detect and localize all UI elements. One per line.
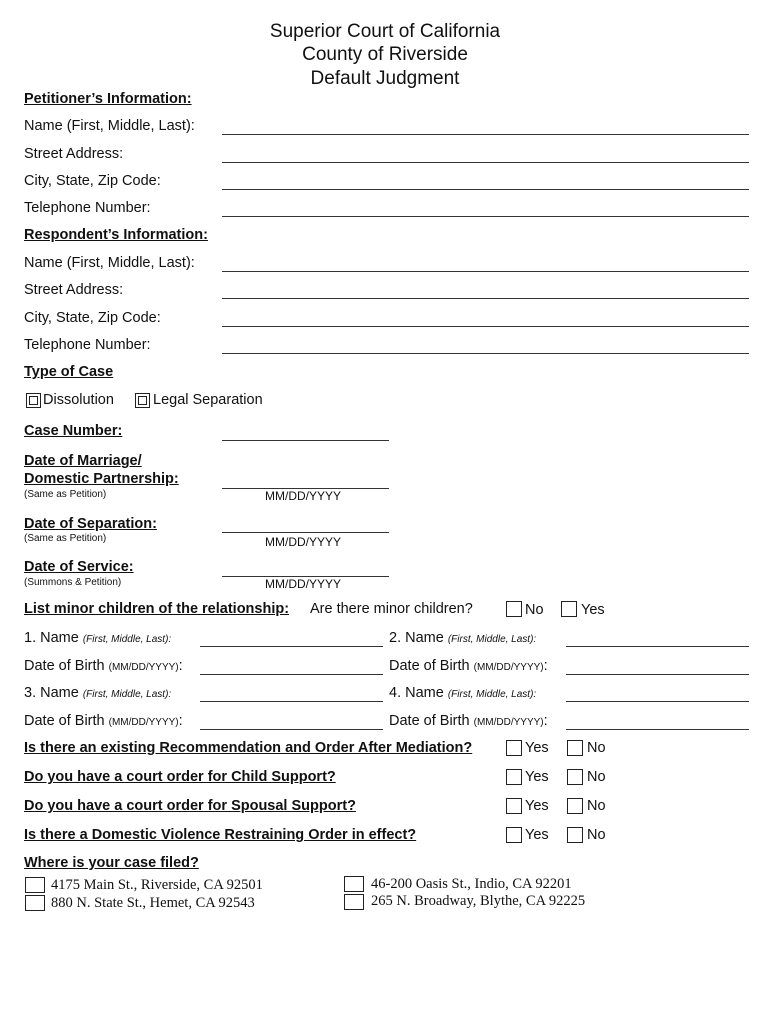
question-mediation: Is there an existing Recommendation and Order After Mediation? — [24, 740, 473, 756]
service-label: Date of Service: — [24, 559, 134, 575]
title-line-1: Superior Court of California — [269, 21, 501, 42]
petitioner-city-label: City, State, Zip Code: — [24, 173, 161, 189]
spousal-support-no-label: No — [587, 798, 606, 814]
title-line-3: Default Judgment — [310, 68, 460, 89]
spousal-support-yes-checkbox[interactable] — [506, 798, 522, 814]
children-yes-label: Yes — [581, 602, 605, 618]
respondent-street-label: Street Address: — [24, 282, 124, 298]
children-yes-checkbox[interactable] — [561, 601, 577, 617]
child4-name-field[interactable] — [566, 701, 749, 702]
question-child-support: Do you have a court order for Child Support? — [24, 769, 336, 785]
child4-name-label: 4. Name (First, Middle, Last): — [389, 685, 537, 701]
separation-note: (Same as Petition) — [24, 533, 107, 544]
service-note: (Summons & Petition) — [24, 577, 122, 588]
restraining-order-no-checkbox[interactable] — [567, 827, 583, 843]
hemet-address: 880 N. State St., Hemet, CA 92543 — [51, 895, 255, 911]
petitioner-name-field[interactable] — [222, 134, 749, 135]
question-restraining-order: Is there a Domestic Violence Restraining Order in effect? — [24, 827, 417, 843]
legal-separation-label: Legal Separation — [153, 392, 263, 408]
marriage-note: (Same as Petition) — [24, 489, 107, 500]
blythe-address: 265 N. Broadway, Blythe, CA 92225 — [371, 893, 586, 909]
indio-checkbox[interactable] — [344, 876, 364, 892]
location-heading: Where is your case filed? — [24, 855, 199, 871]
child-support-no-label: No — [587, 769, 606, 785]
child1-dob-label: Date of Birth (MM/DD/YYYY): — [24, 658, 183, 674]
spousal-support-no-checkbox[interactable] — [567, 798, 583, 814]
children-question: Are there minor children? — [310, 601, 473, 617]
child1-name-label: 1. Name (First, Middle, Last): — [24, 630, 172, 646]
child3-name-field[interactable] — [200, 701, 383, 702]
hemet-checkbox[interactable] — [25, 895, 45, 911]
child2-name-label: 2. Name (First, Middle, Last): — [389, 630, 537, 646]
child1-dob-field[interactable] — [200, 674, 383, 675]
mediation-yes-label: Yes — [525, 740, 549, 756]
child-support-no-checkbox[interactable] — [567, 769, 583, 785]
child2-dob-label: Date of Birth (MM/DD/YYYY): — [389, 658, 548, 674]
respondent-name-label: Name (First, Middle, Last): — [24, 255, 195, 271]
legal-separation-checkbox[interactable] — [135, 393, 150, 408]
respondent-city-field[interactable] — [222, 326, 749, 327]
marriage-label-1: Date of Marriage/ — [24, 453, 142, 469]
dissolution-checkbox[interactable] — [26, 393, 41, 408]
petitioner-street-field[interactable] — [222, 162, 749, 163]
petitioner-phone-field[interactable] — [222, 216, 749, 217]
child3-dob-label: Date of Birth (MM/DD/YYYY): — [24, 713, 183, 729]
separation-label: Date of Separation: — [24, 516, 157, 532]
respondent-city-label: City, State, Zip Code: — [24, 310, 161, 326]
child-support-yes-label: Yes — [525, 769, 549, 785]
indio-address: 46-200 Oasis St., Indio, CA 92201 — [371, 876, 572, 892]
question-spousal-support: Do you have a court order for Spousal Support? — [24, 798, 356, 814]
blythe-checkbox[interactable] — [344, 894, 364, 910]
case-number-label: Case Number: — [24, 423, 123, 439]
title-line-2: County of Riverside — [302, 44, 468, 65]
children-no-label: No — [525, 602, 544, 618]
mediation-no-checkbox[interactable] — [567, 740, 583, 756]
child3-dob-field[interactable] — [200, 729, 383, 730]
separation-format: MM/DD/YYYY — [265, 535, 342, 549]
child-support-yes-checkbox[interactable] — [506, 769, 522, 785]
riverside-checkbox[interactable] — [25, 877, 45, 893]
restraining-order-yes-checkbox[interactable] — [506, 827, 522, 843]
child2-name-field[interactable] — [566, 646, 749, 647]
separation-date-field[interactable] — [222, 532, 389, 533]
petitioner-phone-label: Telephone Number: — [24, 200, 151, 216]
dissolution-label: Dissolution — [43, 392, 114, 408]
child2-dob-field[interactable] — [566, 674, 749, 675]
child4-dob-field[interactable] — [566, 729, 749, 730]
respondent-heading: Respondent’s Information: — [24, 227, 208, 243]
mediation-no-label: No — [587, 740, 606, 756]
child1-name-field[interactable] — [200, 646, 383, 647]
children-no-checkbox[interactable] — [506, 601, 522, 617]
respondent-name-field[interactable] — [222, 271, 749, 272]
petitioner-name-label: Name (First, Middle, Last): — [24, 118, 195, 134]
marriage-format: MM/DD/YYYY — [265, 489, 342, 503]
restraining-order-yes-label: Yes — [525, 827, 549, 843]
petitioner-street-label: Street Address: — [24, 146, 124, 162]
restraining-order-no-label: No — [587, 827, 606, 843]
petitioner-city-field[interactable] — [222, 189, 749, 190]
mediation-yes-checkbox[interactable] — [506, 740, 522, 756]
marriage-label-2: Domestic Partnership: — [24, 471, 179, 487]
respondent-street-field[interactable] — [222, 298, 749, 299]
petitioner-heading: Petitioner’s Information: — [24, 91, 192, 107]
case-type-heading: Type of Case — [24, 364, 114, 380]
child3-name-label: 3. Name (First, Middle, Last): — [24, 685, 172, 701]
spousal-support-yes-label: Yes — [525, 798, 549, 814]
service-format: MM/DD/YYYY — [265, 577, 342, 591]
riverside-address: 4175 Main St., Riverside, CA 92501 — [51, 877, 263, 893]
respondent-phone-label: Telephone Number: — [24, 337, 151, 353]
child4-dob-label: Date of Birth (MM/DD/YYYY): — [389, 713, 548, 729]
case-number-field[interactable] — [222, 440, 389, 441]
respondent-phone-field[interactable] — [222, 353, 749, 354]
children-heading: List minor children of the relationship: — [24, 601, 290, 617]
